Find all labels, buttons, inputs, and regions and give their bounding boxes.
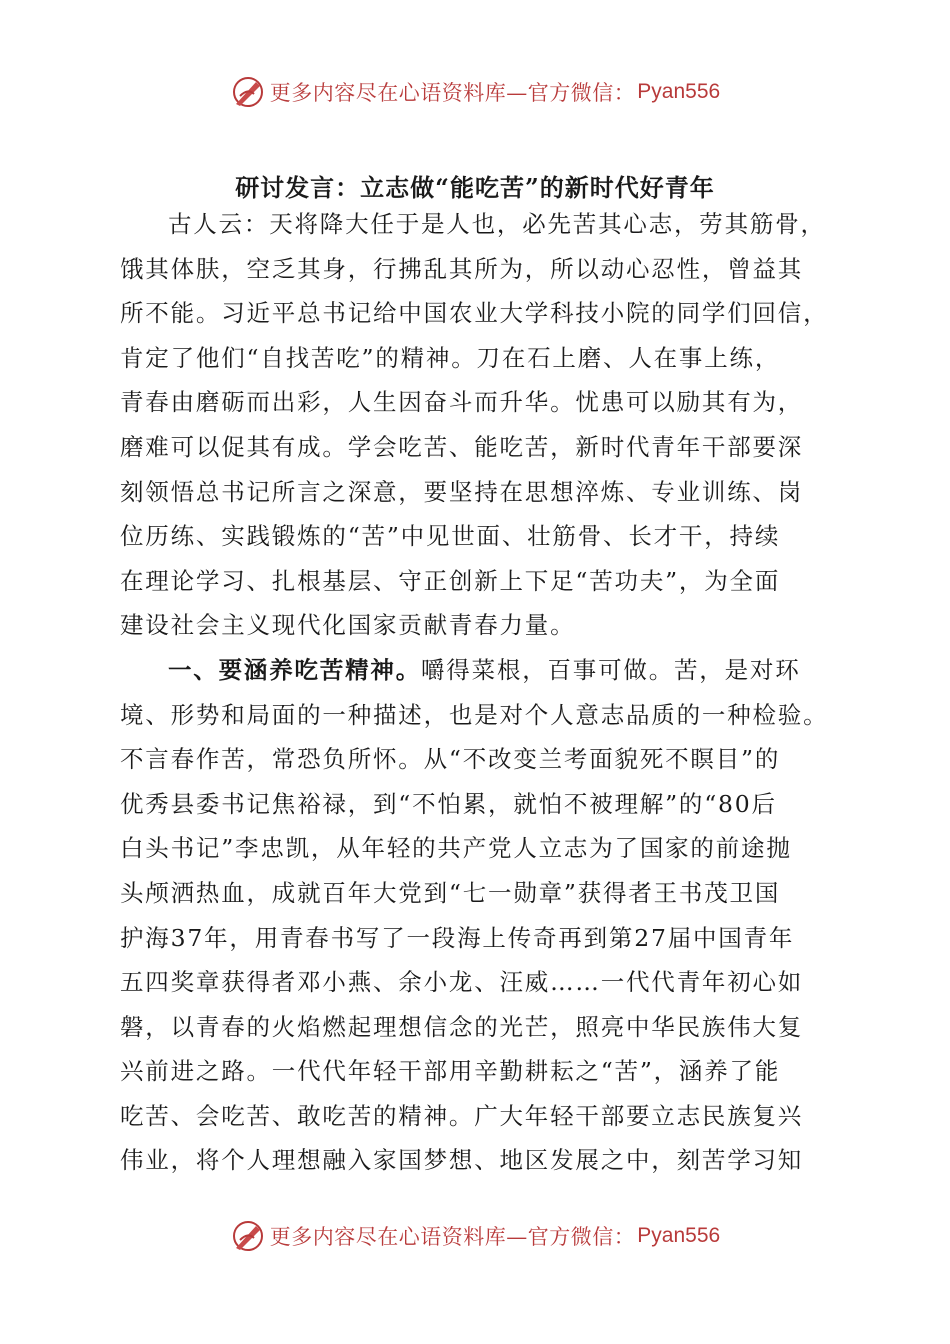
text-line: 饿其体肤，空乏其身，行拂乱其所为，所以动心忍性，曾益其 <box>120 254 804 283</box>
text-line: 建设社会主义现代化国家贡献青春力量。 <box>120 611 576 640</box>
banner-wechat-id: Pyan556 <box>637 80 721 103</box>
text-line: 五四奖章获得者邓小燕、余小龙、汪威……一代代青年初心如 <box>120 968 804 997</box>
text-line: 在理论学习、扎根基层、守正创新上下足“苦功夫”，为全面 <box>120 566 781 595</box>
section-heading: 一、要涵养吃苦精神。 <box>168 655 421 684</box>
text-line: 刻领悟总书记所言之深意，要坚持在思想淬炼、专业训练、岗 <box>120 477 804 506</box>
text-line: 位历练、实践锻炼的“苦”中见世面、壮筋骨、长才干，持续 <box>120 522 781 551</box>
footer-watermark-banner <box>0 1214 950 1258</box>
paragraph-section-1 <box>120 648 832 1183</box>
header-watermark-banner <box>0 70 950 114</box>
banner-text: 更多内容尽在心语资料库—官方微信： <box>269 1225 636 1249</box>
banner-text: 更多内容尽在心语资料库—官方微信： <box>269 81 636 105</box>
text-line: 白头书记”李忠凯，从年轻的共产党人立志为了国家的前途抛 <box>120 834 792 863</box>
text-line: 头颅洒热血，成就百年大党到“七一勋章”获得者王书茂卫国 <box>120 878 781 907</box>
text-line: 肯定了他们“自找苦吃”的精神。刀在石上磨、人在事上练， <box>120 343 781 372</box>
section-first-line-text: 嚼得菜根，百事可做。苦，是对环 <box>421 655 801 684</box>
paragraph-intro <box>120 202 832 648</box>
document-title: 研讨发言：立志做“能吃苦”的新时代好青年 <box>235 173 715 202</box>
text-line: 古人云：天将降大任于是人也，必先苦其心志，劳其筋骨， <box>168 210 826 238</box>
text-line: 兴前进之路。一代代年轻干部用辛勤耕耘之“苦”，涵养了能 <box>120 1057 781 1086</box>
banner-wechat-id: Pyan556 <box>637 1224 721 1247</box>
text-line: 境、形势和局面的一种描述，也是对个人意志品质的一种检验。 <box>120 700 829 729</box>
brush-logo-icon <box>230 1218 266 1254</box>
text-line: 青春由磨砺而出彩，人生因奋斗而升华。忧患可以励其有为， <box>120 388 804 417</box>
text-line: 伟业，将个人理想融入家国梦想、地区发展之中，刻苦学习知 <box>120 1146 804 1175</box>
brush-logo-icon <box>230 74 266 110</box>
text-line: 磨难可以促其有成。学会吃苦、能吃苦，新时代青年干部要深 <box>120 432 804 461</box>
text-line: 优秀县委书记焦裕禄，到“不怕累，就怕不被理解”的“80后 <box>120 789 777 818</box>
text-line: 吃苦、会吃苦、敢吃苦的精神。广大年轻干部要立志民族复兴 <box>120 1101 804 1130</box>
text-line: 不言春作苦，常恐负所怀。从“不改变兰考面貌死不瞑目”的 <box>120 745 781 774</box>
text-line: 护海37年，用青春书写了一段海上传奇再到第27届中国青年 <box>120 923 795 952</box>
document-body <box>120 202 832 1183</box>
text-line: 磐，以青春的火焰燃起理想信念的光芒，照亮中华民族伟大复 <box>120 1012 804 1041</box>
text-line: 所不能。习近平总书记给中国农业大学科技小院的同学们回信， <box>120 299 829 328</box>
text-line <box>120 648 832 693</box>
